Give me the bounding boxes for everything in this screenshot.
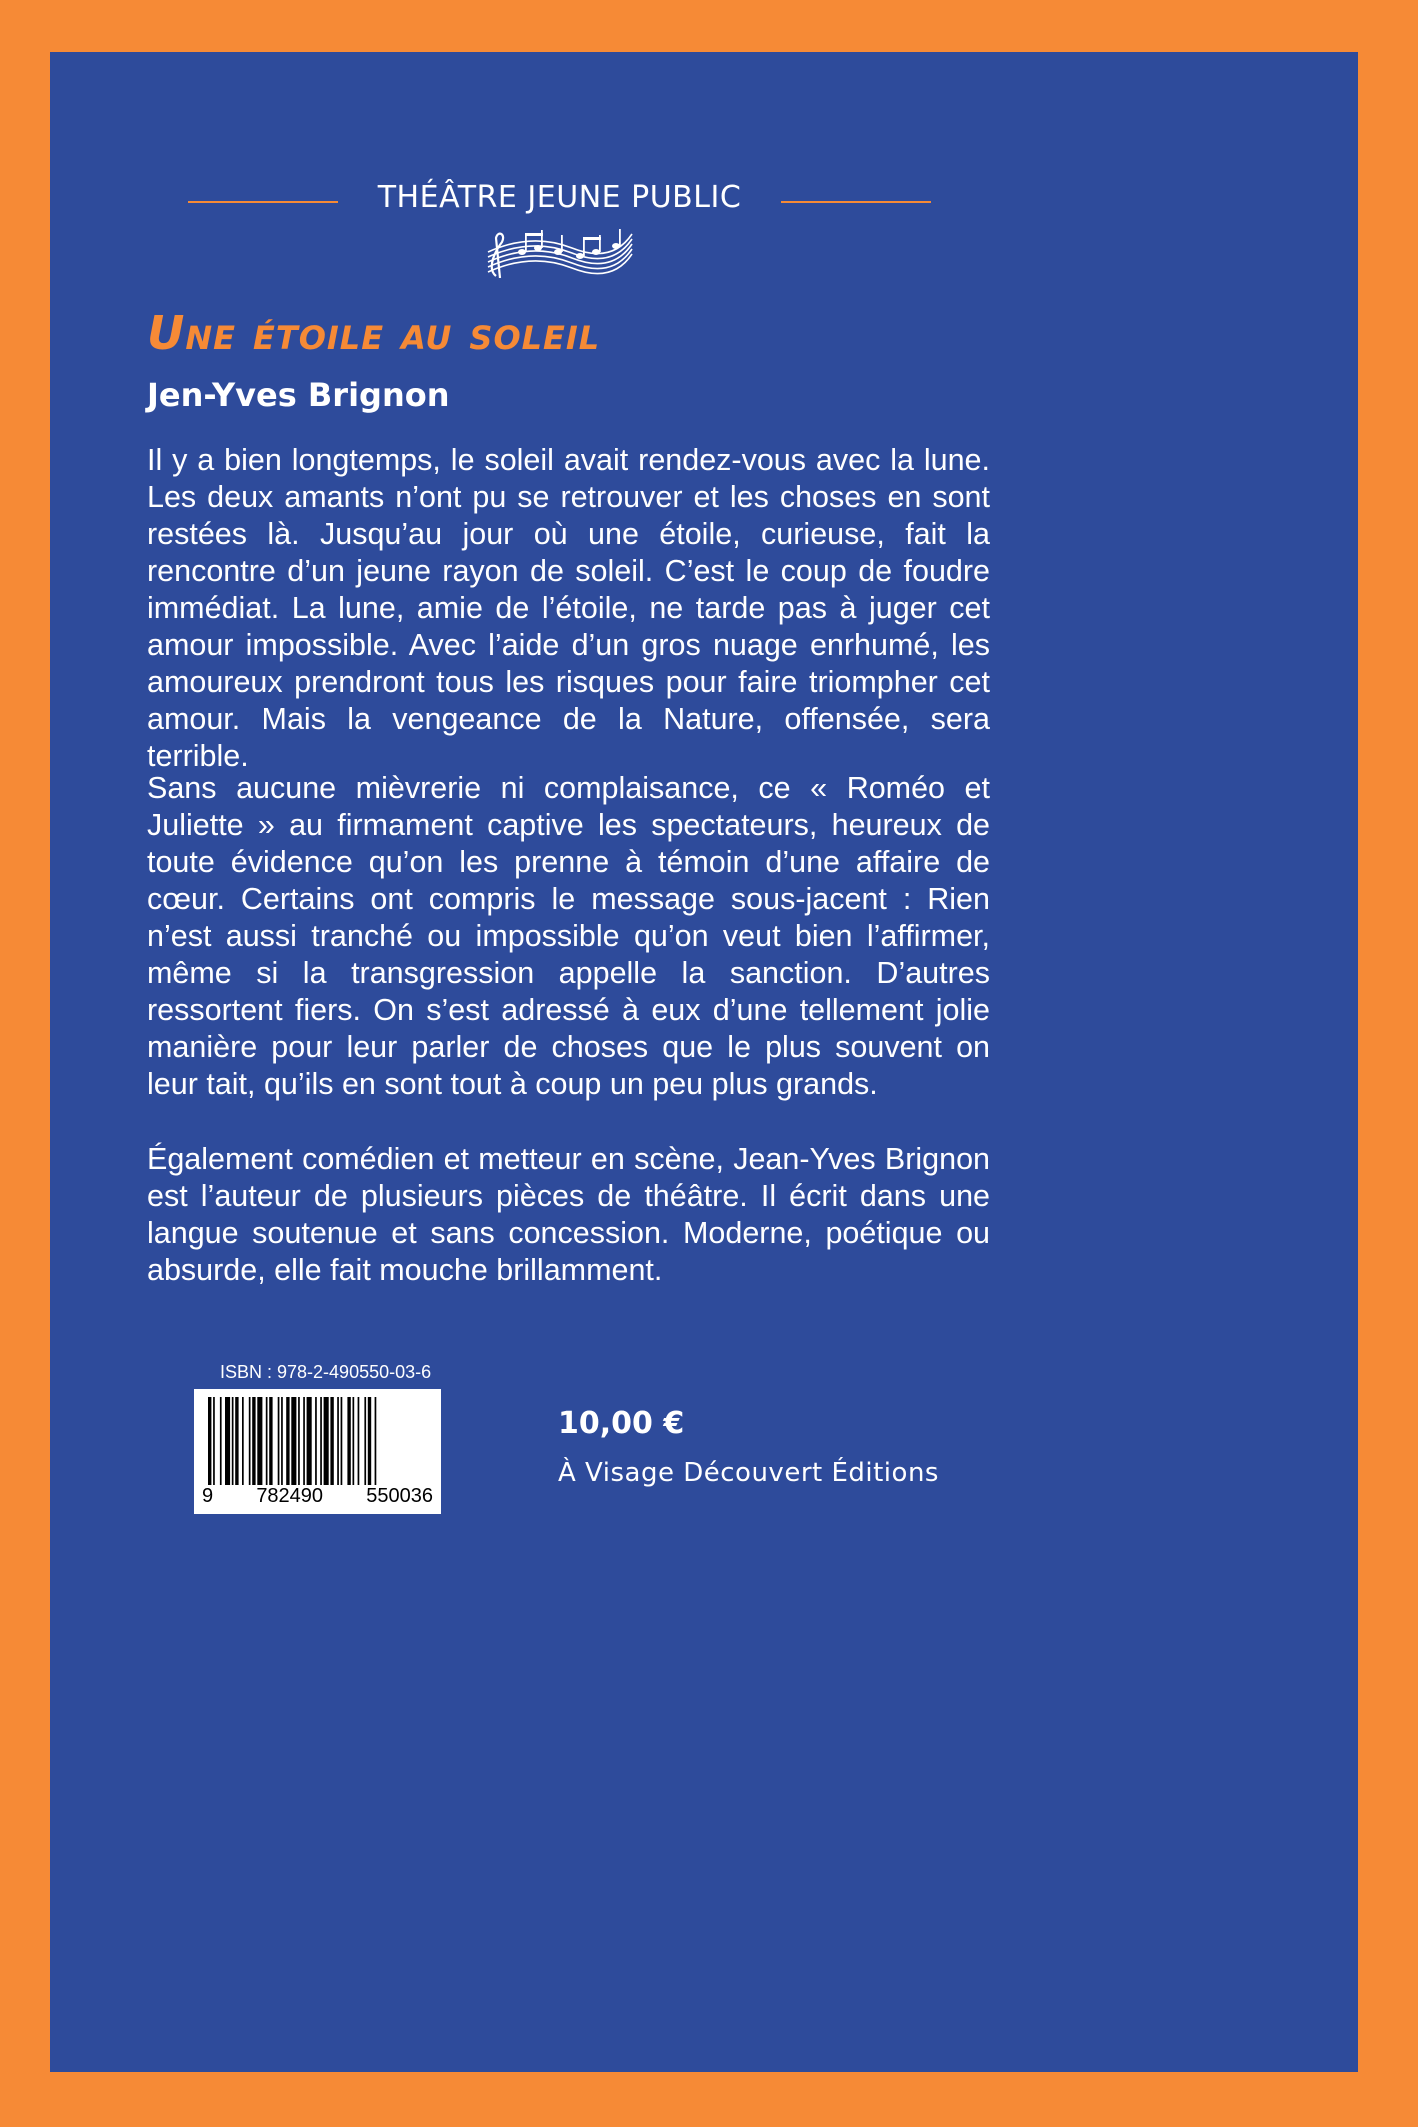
music-notes-icon (482, 222, 637, 278)
blurb-paragraph-1: Il y a bien longtemps, le soleil avait rendez-vous avec la lune. Les deux amants n’ont pu se retrouver et les choses en sont restées là. Jusqu’au jour où une étoile, curieuse, fait la rencontre d’un jeune rayon de soleil. C’est le coup de foudre immédiat. La lune, amie de l’étoile, ne tarde pas à juger cet amour impossible. Avec l’aide d’un gros nuage enrhumé, les amoureux prendront tous les risques pour faire triompher cet amour. Mais la vengeance de la Nature, offensée, sera terrible. (147, 443, 990, 773)
price: 10,00 € (558, 1406, 685, 1441)
barcode-digit-first: 9 (202, 1485, 214, 1507)
barcode-digits (202, 1485, 433, 1508)
barcode-group-right: 550036 (366, 1485, 433, 1507)
series-label: THÉÂTRE JEUNE PUBLIC (377, 180, 742, 215)
divider-right (781, 201, 931, 203)
author-bio-paragraph: Également comédien et metteur en scène, Jean-Yves Brignon est l’auteur de plusieurs pièces de théâtre. Il écrit dans une langue soutenue et sans concession. Moderne, poétique ou absurde, elle fait mouche brillamment. (147, 1142, 990, 1287)
blurb-paragraph-2: Sans aucune mièvrerie ni complaisance, ce « Roméo et Juliette » au firmament captive les spectateurs, heureux de toute évidence qu’on les prenne à témoin d’une affaire de cœur. Certains ont compris le message sous-jacent : Rien n’est aussi tranché ou impossible qu’on veut bien l’affirmer, même si la transgression appelle la sanction. D’autres ressortent fiers. On s’est adressé à eux d’une tellement jolie manière pour leur parler de choses que le plus souvent on leur tait, qu’ils en sont tout à coup un peu plus grands. (147, 771, 990, 1101)
barcode (194, 1389, 441, 1514)
isbn-label: ISBN : 978-2-490550-03-6 (220, 1362, 432, 1382)
publisher-name: À Visage Découvert Éditions (558, 1458, 939, 1488)
back-cover-panel (50, 52, 1358, 2072)
barcode-group-left: 782490 (256, 1485, 324, 1507)
author-name: Jen-Yves Brignon (147, 376, 450, 414)
book-title: Une étoile au soleil (147, 306, 601, 360)
